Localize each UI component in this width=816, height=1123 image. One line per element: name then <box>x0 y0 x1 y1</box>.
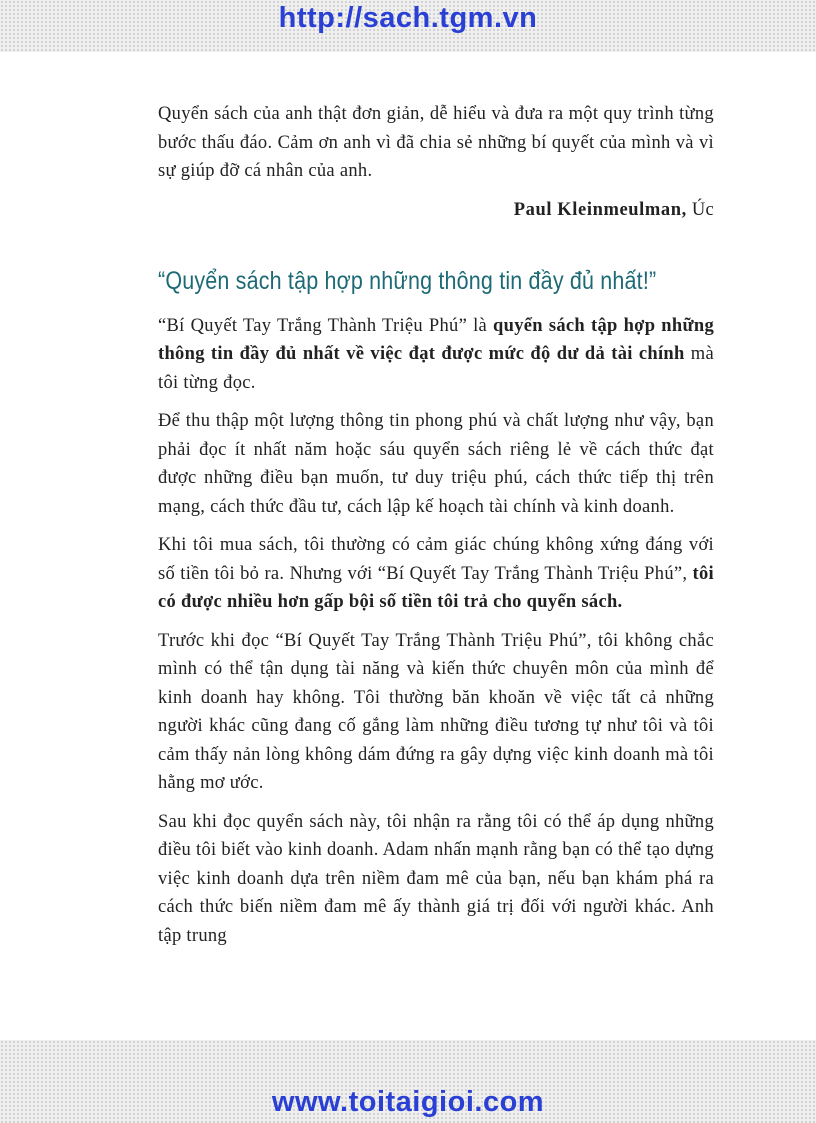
testimonial-attribution <box>158 196 714 224</box>
paragraph-5: Sau khi đọc quyển sách này, tôi nhận ra rằng tôi có thể áp dụng những điều tôi biết vào kinh doanh. Adam nhấn mạnh rằng bạn có thể tạo dựng việc kinh doanh dựa trên niềm đam mê của bạn, nếu bạn khám phá ra cách thức biến niềm đam mê ấy thành giá trị đối với người khác. Anh tập trung <box>158 811 714 946</box>
paragraph-2: Để thu thập một lượng thông tin phong phú và chất lượng như vậy, bạn phải đọc ít nhất năm hoặc sáu quyển sách riêng lẻ về cách thức đạt được những điều bạn muốn, tư duy triệu phú, cách thức tiếp thị trên mạng, cách thức đầu tư, cách lập kế hoạch tài chính và kinh doanh. <box>158 411 714 517</box>
paragraph-3 <box>158 531 714 617</box>
author-country: Úc <box>686 199 714 220</box>
paragraph-3-bold: tôi có được nhiều hơn gấp bội số tiền tôi trả cho quyển sách. <box>158 563 714 612</box>
testimonial-paragraph: Quyển sách của anh thật đơn giản, dễ hiểu và đưa ra một quy trình từng bước thấu đáo. Cảm ơn anh vì đã chia sẻ những bí quyết của mình và vì sự giúp đỡ cá nhân của anh. <box>158 104 714 181</box>
section-heading: “Quyển sách tập hợp những thông tin đầy đủ nhất!” <box>158 266 657 295</box>
paragraph-1-text-a: “Bí Quyết Tay Trắng Thành Triệu Phú” là <box>158 315 494 336</box>
page-content <box>158 100 714 960</box>
paragraph-1-bold: quyển sách tập hợp những thông tin đầy đủ nhất về việc đạt được mức độ dư dả tài chính <box>158 315 714 364</box>
paragraph-3-text-a: Khi tôi mua sách, tôi thường có cảm giác chúng không xứng đáng với số tiền tôi bỏ ra. Nhưng với “Bí Quyết Tay Trắng Thành Triệu Phú”, <box>158 535 714 584</box>
footer-url[interactable]: www.toitaigioi.com <box>271 1086 545 1118</box>
paragraph-1 <box>158 312 714 398</box>
paragraph-1-text-c: mà tôi từng đọc. <box>158 344 714 393</box>
footer-banner <box>0 1040 816 1123</box>
author-name: Paul Kleinmeulman, <box>513 199 687 220</box>
header-url[interactable]: http://sach.tgm.vn <box>278 2 538 34</box>
header-banner <box>0 0 816 52</box>
paragraph-4: Trước khi đọc “Bí Quyết Tay Trắng Thành Triệu Phú”, tôi không chắc mình có thể tận dụng tài năng và kiến thức chuyên môn của mình để kinh doanh hay không. Tôi thường băn khoăn về việc tất cả những người khác cũng đang cố gắng làm những điều tương tự như tôi và tôi cảm thấy nản lòng không dám đứng ra gây dựng việc kinh doanh mà tôi hằng mơ ước. <box>158 630 714 793</box>
